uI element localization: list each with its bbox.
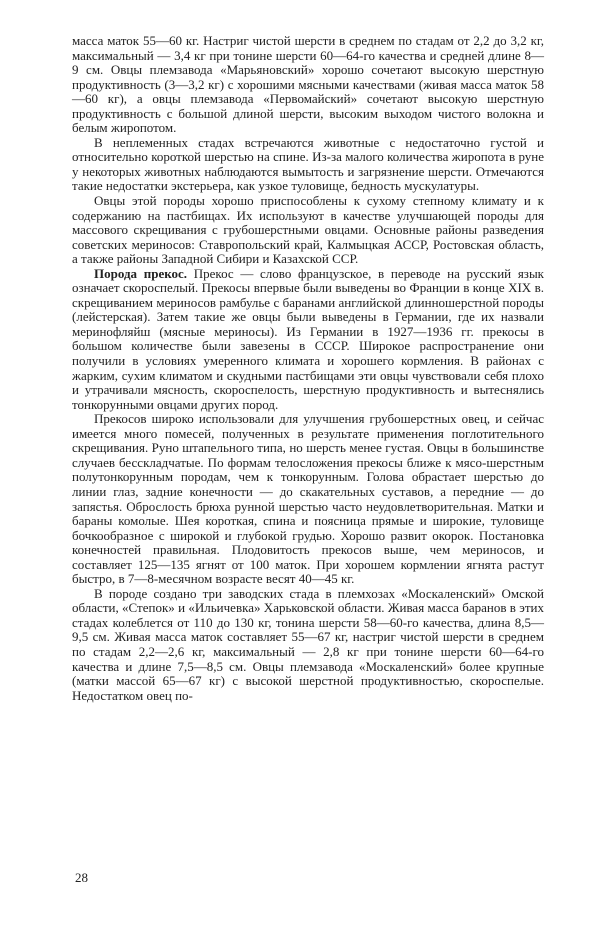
paragraph-2: В неплеменных стадах встречаются животные с недостаточно густой и относительно короткой шерстью на спине. Из-за малого количества жиропота в руне у некоторых животных наблюдаются вымытость и загрязнение шерсти. Отмечаются такие недостатки экстерьера, как узкое туловище, бедность мускулатуры. <box>72 134 544 194</box>
paragraph-5: Прекосов широко использовали для улучшения грубошерстных овец, и сейчас имеется много помесей, полученных в результате применения поглотительного скрещивания. Руно штапельного типа, но шерсть менее густая. Овцы в большинстве случаев бесскладчатые. По формам телосложения прекосы ближе к мясо-шерстным полутонкорунным породам, чем к тонкорунным. Голова обрастает шерстью до линии глаз, задние конечности — до скакательных суставов, а передние — до запястья. Оброслость брюха рунной шерстью часто неудовлетворительная. Матки и бараны комолые. Шея короткая, спина и поясница прямые и широкие, туловище бочкообразное с широкой и глубокой грудью. Хорошо развит окорок. Постановка конечностей правильная. Плодовитость прекосов выше, чем мериносов, и составляет 125—135 ягнят от 100 маток. При хорошем кормлении ягнята растут быстро, в 7—8-месячном возрасте весят 40—45 кг. <box>72 411 544 587</box>
paragraph-3: Овцы этой породы хорошо приспособлены к сухому степному климату и к содержанию на пастбищах. Их используют в качестве улучшающей породы для массового скрещивания с грубошерстными овцами. Основные районы разведения советских мериносов: Ставропольский край, Калмыцкая АССР, Ростовская область, а также районы Западной Сибири и Казахской ССР. <box>72 193 544 267</box>
paragraph-1: масса маток 55—60 кг. Настриг чистой шерсти в среднем по стадам от 2,2 до 3,2 кг, максимальный — 3,4 кг при тонине шерсти 60—64-го качества и средней длине 8—9 см. Овцы племзавода «Марьяновский» хорошо сочетают высокую шерстную продуктивность (3—3,2 кг) с хорошими мясными качествами (живая масса маток 58—60 кг), а овцы племзавода «Первомайский» сочетают высокую шерстную продуктивность с большой длиной шерсти, высоким выходом чистого волокна и белым жиропотом. <box>72 33 544 136</box>
paragraph-4-body: Прекос — слово французское, в переводе на русский язык означает скороспелый. Прекосы впервые были выведены во Франции в конце XIX в. скрещиванием мериносов рамбулье с баранами английской длинношерстной породы (лейстерская). Затем такие же овцы были выведены в Германии, где их назвали меринофляйш (мясные мериносы). Из Германии в 1927—1936 гг. прекосы в большом количестве были завезены в СССР. Широкое распространение они получили в условиях умеренного климата и хорошего кормления. В районах с жарким, сухим климатом и скудными пастбищами эти овцы чувствовали себя плохо и утрачивали мясность, скороспелость, шерстную продуктивность и вытеснялись тонкорунными овцами других пород. <box>72 265 544 412</box>
page-text-block <box>72 34 544 703</box>
section-heading-prekos: Порода прекос. <box>94 265 188 281</box>
paragraph-6: В породе создано три заводских стада в племхозах «Москаленский» Омской области, «Степок» и «Ильичевка» Харьковской области. Живая масса баранов в этих стадах колеблется от 110 до 130 кг, тонина шерсти 58—60-го качества, длина 8,5—9,5 см. Живая масса маток составляет 55—67 кг, настриг чистой шерсти в среднем по стадам 2,2—2,6 кг, максимальный — 2,8 кг при тонине шерсти 60—64-го качества и длине 7,5—8,5 см. Овцы племзавода «Москаленский» более крупные (матки массой 65—67 кг) с высокой шерстной продуктивностью, скороспелые. Недостатком овец по- <box>72 585 544 703</box>
paragraph-4 <box>72 267 544 412</box>
page-number: 28 <box>75 870 88 885</box>
